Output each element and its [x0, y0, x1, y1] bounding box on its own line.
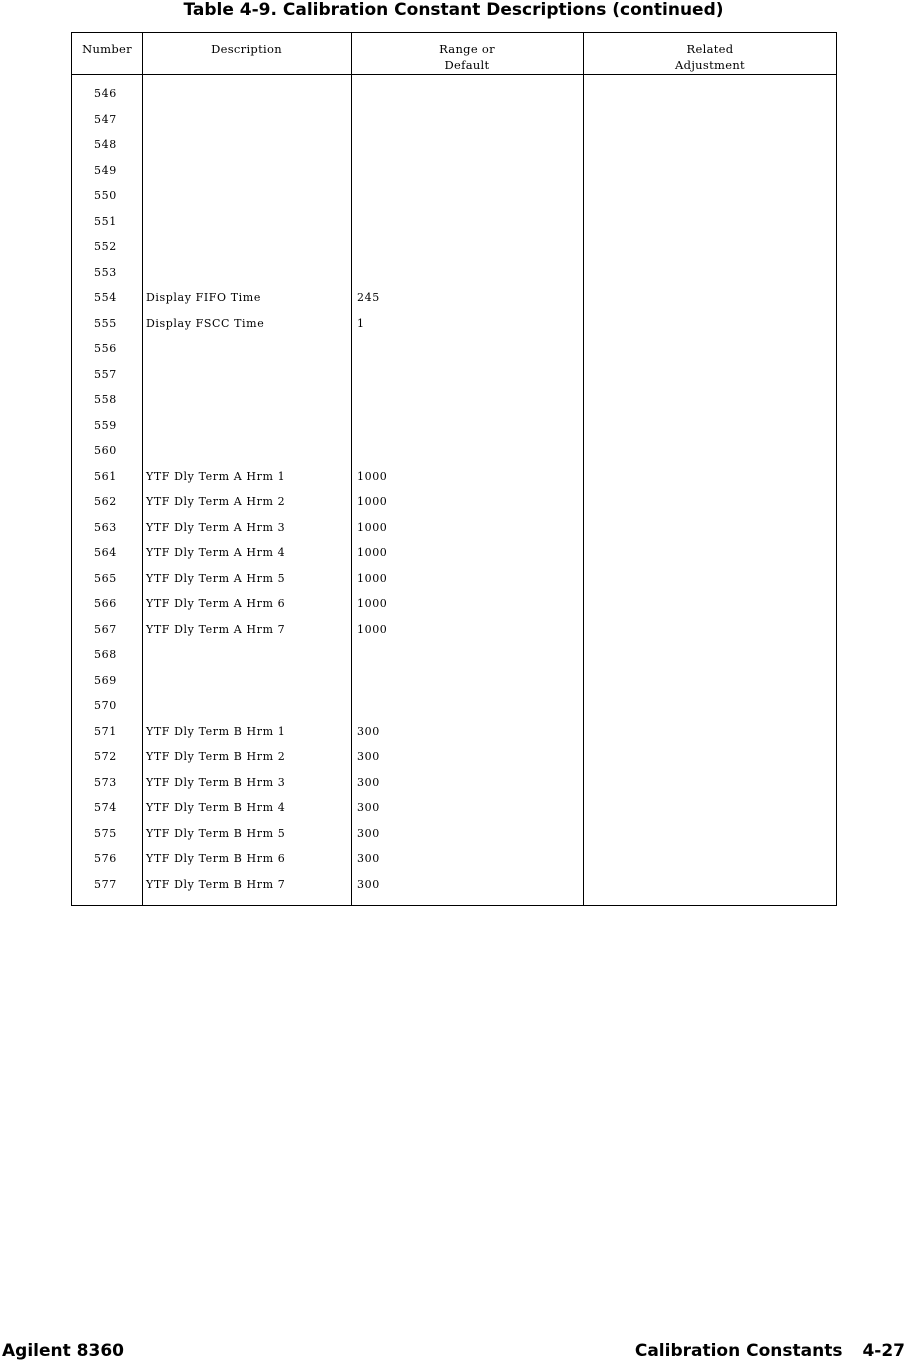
row-number: 575	[94, 826, 117, 840]
row-description: YTF Dly Term B Hrm 7	[146, 877, 286, 891]
row-range: 300	[357, 801, 380, 814]
row-number: 572	[94, 750, 117, 763]
table-row	[72, 87, 836, 118]
row-number: 554	[94, 291, 117, 304]
header-related-line1: Related	[686, 42, 734, 56]
row-number: 555	[94, 316, 117, 330]
row-number: 551	[94, 214, 117, 228]
header-range-line2: Default	[444, 58, 490, 72]
row-number: 566	[94, 597, 117, 610]
row-range: 1000	[357, 622, 388, 636]
row-number: 573	[94, 775, 117, 789]
header-range	[351, 41, 583, 73]
table-title: Table 4-9. Calibration Constant Descriptions (continued)	[183, 0, 724, 20]
row-number: 557	[94, 367, 117, 381]
row-number: 577	[94, 877, 117, 891]
row-number: 571	[94, 724, 117, 738]
row-range: 300	[357, 826, 380, 840]
table-row	[72, 673, 836, 705]
table-row	[72, 163, 836, 195]
row-number: 561	[94, 469, 117, 483]
table-row	[72, 877, 836, 909]
row-number: 556	[94, 342, 117, 355]
row-range: 1000	[357, 520, 388, 534]
header-number-label: Number	[82, 42, 132, 56]
row-number: 550	[94, 189, 117, 202]
row-range: 1000	[357, 469, 388, 483]
row-range: 1000	[357, 495, 388, 508]
row-range: 245	[357, 291, 380, 304]
row-number: 576	[94, 852, 117, 865]
row-number: 559	[94, 418, 117, 432]
header-number	[72, 41, 142, 57]
header-description-label: Description	[211, 42, 282, 56]
row-range: 300	[357, 877, 380, 891]
row-range: 300	[357, 724, 380, 738]
row-description: YTF Dly Term B Hrm 3	[146, 775, 286, 789]
row-description: YTF Dly Term A Hrm 3	[146, 520, 286, 534]
row-range: 1	[357, 316, 365, 330]
table-row	[72, 622, 836, 654]
table-row	[72, 418, 836, 450]
row-number: 564	[94, 546, 117, 559]
row-range: 300	[357, 852, 380, 865]
table-row	[72, 112, 836, 144]
row-number: 570	[94, 699, 117, 712]
table-row	[72, 189, 836, 220]
table-row	[72, 240, 836, 271]
row-description: YTF Dly Term A Hrm 1	[146, 469, 286, 483]
row-range: 300	[357, 750, 380, 763]
table-row	[72, 648, 836, 679]
table-row	[72, 214, 836, 246]
row-number: 547	[94, 112, 117, 126]
row-number: 574	[94, 801, 117, 814]
footer-product: Agilent 8360	[2, 1341, 124, 1361]
row-description: YTF Dly Term A Hrm 7	[146, 622, 286, 636]
row-description: YTF Dly Term B Hrm 1	[146, 724, 286, 738]
calibration-constants-table	[71, 32, 837, 906]
row-description: YTF Dly Term A Hrm 5	[146, 571, 286, 585]
table-row	[72, 138, 836, 169]
row-description: YTF Dly Term A Hrm 6	[146, 597, 286, 610]
row-number: 553	[94, 265, 117, 279]
row-description: YTF Dly Term A Hrm 4	[146, 546, 286, 559]
table-row	[72, 316, 836, 348]
row-description: Display FSCC Time	[146, 316, 265, 330]
row-number: 563	[94, 520, 117, 534]
footer-section	[635, 1341, 905, 1361]
table-row	[72, 393, 836, 424]
header-description	[142, 41, 351, 57]
row-description: Display FIFO Time	[146, 291, 261, 304]
row-number: 552	[94, 240, 117, 253]
row-range: 1000	[357, 597, 388, 610]
row-number: 549	[94, 163, 117, 177]
row-number: 569	[94, 673, 117, 687]
row-range: 300	[357, 775, 380, 789]
row-number: 568	[94, 648, 117, 661]
row-number: 558	[94, 393, 117, 406]
row-number: 546	[94, 87, 117, 100]
footer-page-number: 4-27	[862, 1341, 905, 1361]
table-row	[72, 342, 836, 373]
row-description: YTF Dly Term B Hrm 4	[146, 801, 286, 814]
header-range-line1: Range or	[439, 42, 495, 56]
row-number: 560	[94, 444, 117, 457]
row-range: 1000	[357, 571, 388, 585]
row-range: 1000	[357, 546, 388, 559]
header-rule	[72, 74, 836, 75]
header-related-line2: Adjustment	[675, 58, 745, 72]
table-row	[72, 367, 836, 399]
row-description: YTF Dly Term B Hrm 6	[146, 852, 286, 865]
header-related	[583, 41, 837, 73]
row-number: 548	[94, 138, 117, 151]
row-description: YTF Dly Term B Hrm 2	[146, 750, 286, 763]
footer-section-title: Calibration Constants	[634, 1341, 843, 1361]
row-number: 562	[94, 495, 117, 508]
row-description: YTF Dly Term B Hrm 5	[146, 826, 286, 840]
row-number: 565	[94, 571, 117, 585]
row-description: YTF Dly Term A Hrm 2	[146, 495, 286, 508]
row-number: 567	[94, 622, 117, 636]
